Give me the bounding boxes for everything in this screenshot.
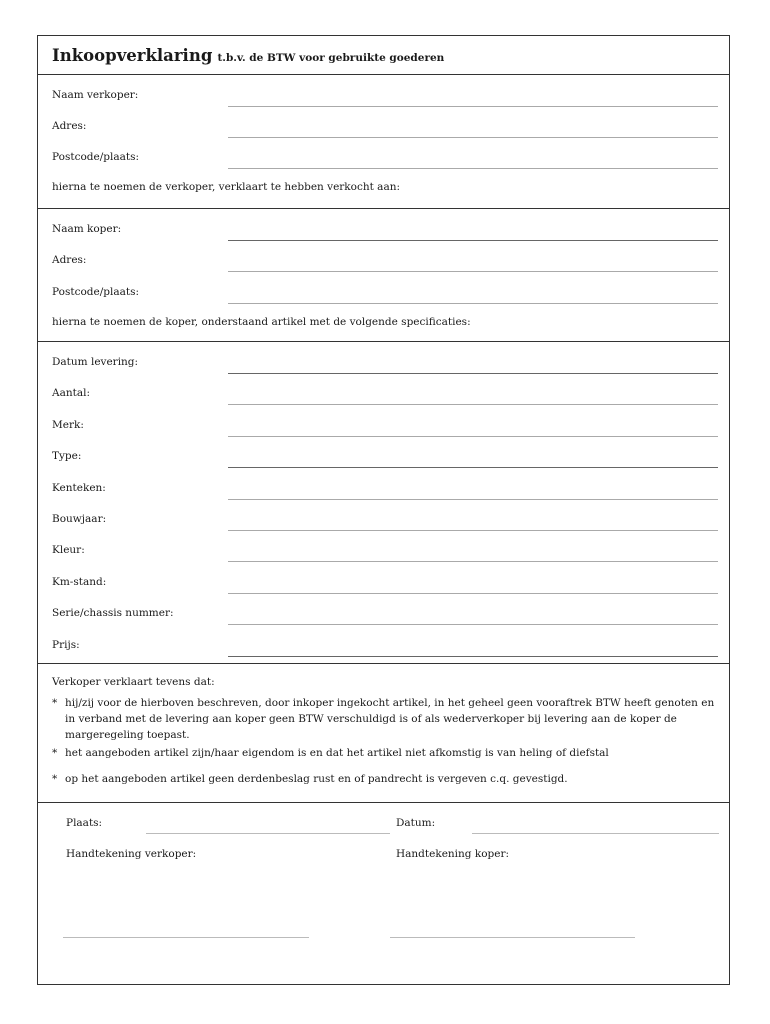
delivery-date-label: Datum levering: (52, 356, 139, 368)
seller-note: hierna te noemen de verkoper, verklaart te hebben verkocht aan: (52, 181, 401, 193)
license-plate-label: Kenteken: (52, 482, 106, 494)
seller-address-row (38, 114, 729, 145)
chassis-number-label: Serie/chassis nummer: (52, 607, 174, 619)
bullet-star-icon: * (52, 697, 58, 709)
signature-section (38, 802, 729, 985)
form-title: Inkoopverklaring (52, 46, 213, 65)
buyer-postcode-field[interactable] (228, 303, 718, 304)
place-field[interactable] (146, 833, 390, 834)
declaration-section (38, 663, 729, 802)
seller-postcode-field[interactable] (228, 168, 718, 169)
type-field[interactable] (228, 467, 718, 468)
declaration-intro: Verkoper verklaart tevens dat: (52, 676, 215, 688)
spec-row (38, 633, 729, 664)
place-label: Plaats: (66, 817, 103, 829)
bullet-star-icon: * (52, 747, 58, 759)
form-header (38, 36, 729, 74)
buyer-section (38, 208, 729, 341)
buyer-postcode-label: Postcode/plaats: (52, 286, 139, 298)
form-subtitle: t.b.v. de BTW voor gebruikte goederen (217, 52, 445, 64)
declaration-item (52, 745, 715, 761)
buyer-signature-label: Handtekening koper: (396, 848, 510, 860)
bullet-star-icon: * (52, 773, 58, 785)
date-field[interactable] (472, 833, 719, 834)
date-label: Datum: (396, 817, 436, 829)
spec-row (38, 570, 729, 601)
delivery-date-field[interactable] (228, 373, 718, 374)
seller-signature-label: Handtekening verkoper: (66, 848, 197, 860)
declaration-item-text: op het aangeboden artikel geen derdenbeslag rust en of pandrecht is vergeven c.q. gevestigd. (65, 773, 568, 785)
buyer-name-field[interactable] (228, 240, 718, 241)
color-field[interactable] (228, 561, 718, 562)
price-label: Prijs: (52, 639, 80, 651)
quantity-field[interactable] (228, 404, 718, 405)
buyer-name-label: Naam koper: (52, 223, 122, 235)
buyer-address-row (38, 248, 729, 279)
seller-address-field[interactable] (228, 137, 718, 138)
declaration-item (52, 771, 715, 787)
seller-name-field[interactable] (228, 106, 718, 107)
spec-row (38, 601, 729, 632)
seller-postcode-row (38, 145, 729, 176)
spec-row (38, 413, 729, 444)
spec-row (38, 476, 729, 507)
seller-name-label: Naam verkoper: (52, 89, 139, 101)
title-row (52, 46, 444, 65)
specs-section (38, 341, 729, 663)
spec-row (38, 350, 729, 381)
spec-row (38, 507, 729, 538)
declaration-item-text: hij/zij voor de hierboven beschreven, door inkoper ingekocht artikel, in het geheel geen vooraftrek BTW heeft genoten en in verband met de levering aan koper geen BTW verschuldigd is of als wederverkoper bij levering aan de koper de margeregeling toepast. (65, 697, 715, 741)
declaration-item-text: het aangeboden artikel zijn/haar eigendom is en dat het artikel niet afkomstig is van heling of diefstal (65, 747, 609, 759)
license-plate-field[interactable] (228, 499, 718, 500)
build-year-field[interactable] (228, 530, 718, 531)
chassis-number-field[interactable] (228, 624, 718, 625)
spec-row (38, 538, 729, 569)
price-field[interactable] (228, 656, 718, 657)
seller-postcode-label: Postcode/plaats: (52, 151, 139, 163)
buyer-address-field[interactable] (228, 271, 718, 272)
quantity-label: Aantal: (52, 387, 90, 399)
seller-address-label: Adres: (52, 120, 87, 132)
color-label: Kleur: (52, 544, 85, 556)
mileage-label: Km-stand: (52, 576, 107, 588)
build-year-label: Bouwjaar: (52, 513, 107, 525)
spec-row (38, 381, 729, 412)
brand-field[interactable] (228, 436, 718, 437)
buyer-address-label: Adres: (52, 254, 87, 266)
mileage-field[interactable] (228, 593, 718, 594)
seller-name-row (38, 83, 729, 114)
buyer-note: hierna te noemen de koper, onderstaand artikel met de volgende specificaties: (52, 316, 471, 328)
spec-row (38, 444, 729, 475)
declaration-item (52, 695, 715, 743)
buyer-name-row (38, 217, 729, 248)
buyer-signature-field[interactable] (390, 937, 635, 938)
buyer-postcode-row (38, 280, 729, 311)
seller-section (38, 74, 729, 208)
type-label: Type: (52, 450, 82, 462)
seller-signature-field[interactable] (63, 937, 309, 938)
brand-label: Merk: (52, 419, 84, 431)
purchase-declaration-form (37, 35, 730, 985)
